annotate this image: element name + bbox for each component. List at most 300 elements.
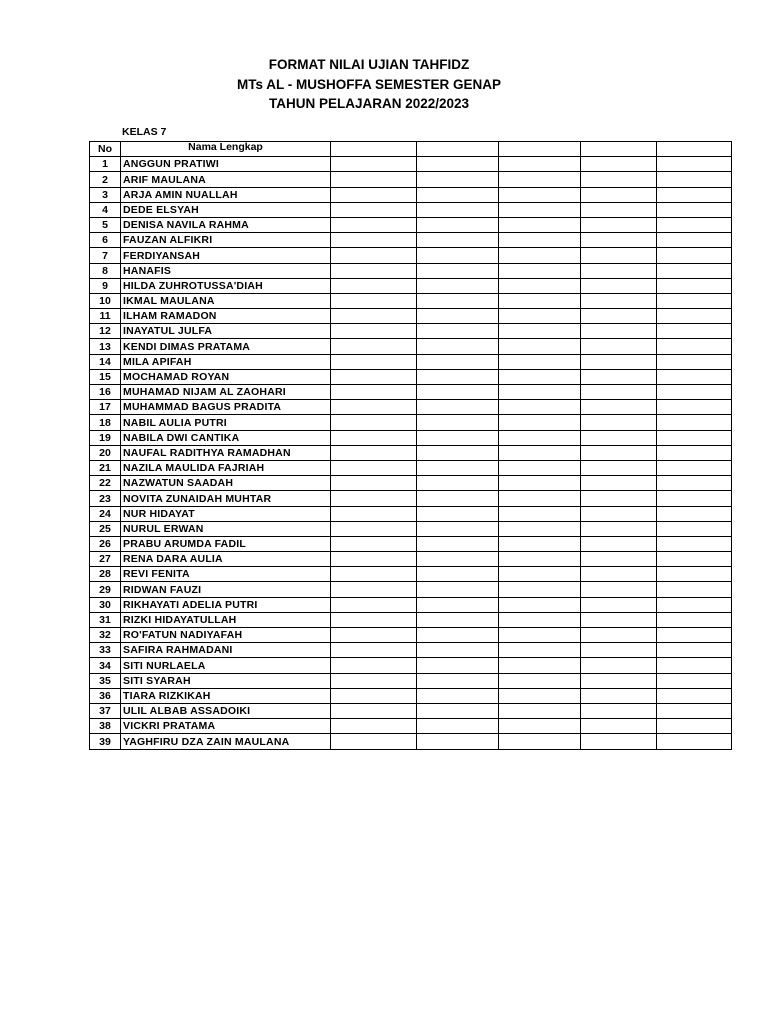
score-cell — [499, 719, 581, 734]
score-cell — [499, 612, 581, 627]
row-number: 31 — [90, 612, 121, 627]
score-cell — [331, 430, 417, 445]
score-cell — [581, 734, 657, 749]
score-cell — [499, 552, 581, 567]
score-cell — [417, 263, 499, 278]
score-cell — [331, 445, 417, 460]
table-row — [90, 202, 732, 217]
score-cell — [499, 217, 581, 232]
score-cell — [417, 643, 499, 658]
score-cell — [581, 202, 657, 217]
score-cell — [581, 385, 657, 400]
score-cell — [657, 309, 732, 324]
score-cell — [657, 643, 732, 658]
score-cell — [581, 157, 657, 172]
score-cell — [657, 491, 732, 506]
score-cell — [581, 491, 657, 506]
score-cell — [417, 552, 499, 567]
score-cell — [417, 415, 499, 430]
student-name: SITI NURLAELA — [121, 658, 331, 673]
score-cell — [499, 309, 581, 324]
score-cell — [499, 688, 581, 703]
score-cell — [657, 354, 732, 369]
student-name: RIDWAN FAUZI — [121, 582, 331, 597]
score-cell — [581, 597, 657, 612]
table-body — [90, 157, 732, 749]
student-name: IKMAL MAULANA — [121, 293, 331, 308]
score-cell — [331, 688, 417, 703]
score-cell — [657, 658, 732, 673]
row-number: 26 — [90, 536, 121, 551]
score-cell — [417, 172, 499, 187]
score-cell — [499, 734, 581, 749]
score-cell — [417, 658, 499, 673]
score-cell — [581, 521, 657, 536]
score-cell — [499, 400, 581, 415]
score-cell — [331, 202, 417, 217]
student-name: NOVITA ZUNAIDAH MUHTAR — [121, 491, 331, 506]
score-cell — [499, 339, 581, 354]
score-cell — [331, 506, 417, 521]
student-name: RIZKI HIDAYATULLAH — [121, 612, 331, 627]
score-cell — [657, 628, 732, 643]
score-cell — [417, 476, 499, 491]
score-cell — [657, 400, 732, 415]
score-cell — [417, 460, 499, 475]
score-cell — [331, 400, 417, 415]
row-number: 11 — [90, 309, 121, 324]
score-cell — [417, 597, 499, 612]
score-cell — [417, 187, 499, 202]
score-cell — [657, 688, 732, 703]
header-empty-cell — [331, 142, 417, 157]
score-cell — [499, 643, 581, 658]
table-row — [90, 400, 732, 415]
score-cell — [499, 536, 581, 551]
score-cell — [417, 628, 499, 643]
score-cell — [581, 339, 657, 354]
row-number: 24 — [90, 506, 121, 521]
score-cell — [657, 385, 732, 400]
table-row — [90, 688, 732, 703]
table-row — [90, 293, 732, 308]
table-row — [90, 582, 732, 597]
row-number: 10 — [90, 293, 121, 308]
score-cell — [499, 506, 581, 521]
table-row — [90, 567, 732, 582]
score-cell — [331, 597, 417, 612]
score-cell — [581, 415, 657, 430]
row-number: 32 — [90, 628, 121, 643]
score-cell — [417, 309, 499, 324]
row-number: 3 — [90, 187, 121, 202]
student-name: FAUZAN ALFIKRI — [121, 233, 331, 248]
score-cell — [499, 673, 581, 688]
score-cell — [581, 476, 657, 491]
score-cell — [657, 445, 732, 460]
row-number: 19 — [90, 430, 121, 445]
score-cell — [331, 643, 417, 658]
table-row — [90, 536, 732, 551]
score-cell — [331, 278, 417, 293]
score-cell — [417, 369, 499, 384]
score-cell — [331, 658, 417, 673]
student-name: VICKRI PRATAMA — [121, 719, 331, 734]
table-row — [90, 278, 732, 293]
score-cell — [417, 293, 499, 308]
row-number: 12 — [90, 324, 121, 339]
score-cell — [657, 476, 732, 491]
row-number: 34 — [90, 658, 121, 673]
row-number: 21 — [90, 460, 121, 475]
score-cell — [657, 567, 732, 582]
grades-table — [89, 141, 732, 750]
score-cell — [499, 476, 581, 491]
score-cell — [417, 157, 499, 172]
header-empty-cell — [417, 142, 499, 157]
score-cell — [581, 673, 657, 688]
row-number: 15 — [90, 369, 121, 384]
student-name: MOCHAMAD ROYAN — [121, 369, 331, 384]
title-line-3: TAHUN PELAJARAN 2022/2023 — [268, 96, 470, 111]
row-number: 25 — [90, 521, 121, 536]
table-row — [90, 309, 732, 324]
header-empty-cell — [657, 142, 732, 157]
score-cell — [581, 172, 657, 187]
row-number: 22 — [90, 476, 121, 491]
score-cell — [499, 703, 581, 718]
row-number: 33 — [90, 643, 121, 658]
row-number: 6 — [90, 233, 121, 248]
class-label: KELAS 7 — [122, 126, 167, 138]
table-row — [90, 172, 732, 187]
row-number: 14 — [90, 354, 121, 369]
score-cell — [417, 521, 499, 536]
table-row — [90, 552, 732, 567]
score-cell — [331, 673, 417, 688]
score-cell — [499, 567, 581, 582]
score-cell — [331, 293, 417, 308]
row-number: 36 — [90, 688, 121, 703]
row-number: 35 — [90, 673, 121, 688]
score-cell — [417, 612, 499, 627]
student-name: ARIF MAULANA — [121, 172, 331, 187]
row-number: 39 — [90, 734, 121, 749]
score-cell — [417, 703, 499, 718]
score-cell — [331, 612, 417, 627]
score-cell — [499, 172, 581, 187]
score-cell — [657, 172, 732, 187]
student-name: MUHAMMAD BAGUS PRADITA — [121, 400, 331, 415]
student-name: MUHAMAD NIJAM AL ZAOHARI — [121, 385, 331, 400]
row-number: 28 — [90, 567, 121, 582]
score-cell — [657, 248, 732, 263]
score-cell — [331, 309, 417, 324]
score-cell — [581, 506, 657, 521]
score-cell — [581, 628, 657, 643]
table-row — [90, 369, 732, 384]
row-number: 13 — [90, 339, 121, 354]
score-cell — [417, 400, 499, 415]
score-cell — [499, 445, 581, 460]
header-empty-cell — [581, 142, 657, 157]
score-cell — [417, 324, 499, 339]
score-cell — [417, 536, 499, 551]
student-name: FERDIYANSAH — [121, 248, 331, 263]
score-cell — [657, 263, 732, 278]
score-cell — [657, 719, 732, 734]
score-cell — [581, 582, 657, 597]
row-number: 7 — [90, 248, 121, 263]
table-row — [90, 248, 732, 263]
table-row — [90, 597, 732, 612]
score-cell — [499, 293, 581, 308]
score-cell — [657, 324, 732, 339]
score-cell — [417, 233, 499, 248]
score-cell — [331, 157, 417, 172]
table-row — [90, 233, 732, 248]
row-number: 16 — [90, 385, 121, 400]
student-name: RENA DARA AULIA — [121, 552, 331, 567]
row-number: 38 — [90, 719, 121, 734]
score-cell — [331, 491, 417, 506]
score-cell — [499, 430, 581, 445]
score-cell — [331, 567, 417, 582]
score-cell — [657, 157, 732, 172]
student-name: NAUFAL RADITHYA RAMADHAN — [121, 445, 331, 460]
student-name: YAGHFIRU DZA ZAIN MAULANA — [121, 734, 331, 749]
score-cell — [331, 703, 417, 718]
row-number: 1 — [90, 157, 121, 172]
table-row — [90, 612, 732, 627]
student-name: HANAFIS — [121, 263, 331, 278]
score-cell — [657, 217, 732, 232]
row-number: 20 — [90, 445, 121, 460]
student-name: NURUL ERWAN — [121, 521, 331, 536]
score-cell — [581, 567, 657, 582]
table-row — [90, 506, 732, 521]
score-cell — [499, 521, 581, 536]
table-row — [90, 521, 732, 536]
score-cell — [581, 233, 657, 248]
score-cell — [657, 612, 732, 627]
score-cell — [331, 369, 417, 384]
score-cell — [581, 688, 657, 703]
score-cell — [581, 293, 657, 308]
score-cell — [581, 369, 657, 384]
table-row — [90, 658, 732, 673]
score-cell — [331, 460, 417, 475]
row-number: 8 — [90, 263, 121, 278]
table-row — [90, 430, 732, 445]
score-cell — [657, 521, 732, 536]
score-cell — [417, 248, 499, 263]
row-number: 9 — [90, 278, 121, 293]
student-name: NABILA DWI CANTIKA — [121, 430, 331, 445]
table-row — [90, 703, 732, 718]
score-cell — [657, 339, 732, 354]
score-cell — [581, 400, 657, 415]
score-cell — [331, 217, 417, 232]
score-cell — [331, 628, 417, 643]
score-cell — [657, 734, 732, 749]
header-no: No — [90, 142, 121, 157]
score-cell — [499, 582, 581, 597]
score-cell — [581, 324, 657, 339]
score-cell — [499, 597, 581, 612]
score-cell — [499, 248, 581, 263]
table-row — [90, 385, 732, 400]
header-name: Nama Lengkap — [121, 142, 331, 157]
score-cell — [499, 187, 581, 202]
score-cell — [417, 491, 499, 506]
student-name: SAFIRA RAHMADANI — [121, 643, 331, 658]
score-cell — [331, 263, 417, 278]
table-row — [90, 460, 732, 475]
score-cell — [417, 445, 499, 460]
table-row — [90, 643, 732, 658]
score-cell — [417, 582, 499, 597]
score-cell — [581, 536, 657, 551]
score-cell — [331, 719, 417, 734]
student-name: ANGGUN PRATIWI — [121, 157, 331, 172]
score-cell — [657, 430, 732, 445]
score-cell — [417, 673, 499, 688]
table-row — [90, 719, 732, 734]
score-cell — [499, 354, 581, 369]
student-name: PRABU ARUMDA FADIL — [121, 536, 331, 551]
score-cell — [657, 597, 732, 612]
score-cell — [417, 734, 499, 749]
title-line-2: MTs AL - MUSHOFFA SEMESTER GENAP — [236, 76, 501, 92]
score-cell — [581, 719, 657, 734]
score-cell — [581, 643, 657, 658]
score-cell — [657, 202, 732, 217]
student-name: ARJA AMIN NUALLAH — [121, 187, 331, 202]
table-row — [90, 324, 732, 339]
score-cell — [331, 233, 417, 248]
table-row — [90, 415, 732, 430]
row-number: 37 — [90, 703, 121, 718]
score-cell — [499, 658, 581, 673]
student-name: TIARA RIZKIKAH — [121, 688, 331, 703]
score-cell — [417, 506, 499, 521]
score-cell — [331, 187, 417, 202]
score-cell — [417, 430, 499, 445]
score-cell — [417, 278, 499, 293]
score-cell — [499, 385, 581, 400]
score-cell — [657, 506, 732, 521]
student-name: REVI FENITA — [121, 567, 331, 582]
score-cell — [581, 430, 657, 445]
row-number: 18 — [90, 415, 121, 430]
student-name: SITI SYARAH — [121, 673, 331, 688]
score-cell — [499, 491, 581, 506]
student-name: DEDE ELSYAH — [121, 202, 331, 217]
row-number: 23 — [90, 491, 121, 506]
score-cell — [331, 248, 417, 263]
table-row — [90, 354, 732, 369]
student-name: NUR HIDAYAT — [121, 506, 331, 521]
score-cell — [581, 263, 657, 278]
score-cell — [417, 385, 499, 400]
score-cell — [331, 476, 417, 491]
student-name: DENISA NAVILA RAHMA — [121, 217, 331, 232]
score-cell — [417, 719, 499, 734]
table-row — [90, 217, 732, 232]
score-cell — [499, 415, 581, 430]
table-row — [90, 263, 732, 278]
score-cell — [331, 415, 417, 430]
score-cell — [499, 202, 581, 217]
student-name: RO'FATUN NADIYAFAH — [121, 628, 331, 643]
score-cell — [657, 460, 732, 475]
row-number: 2 — [90, 172, 121, 187]
score-cell — [657, 293, 732, 308]
score-cell — [657, 703, 732, 718]
score-cell — [499, 157, 581, 172]
row-number: 17 — [90, 400, 121, 415]
table-row — [90, 491, 732, 506]
score-cell — [331, 552, 417, 567]
table-header-row — [90, 142, 732, 157]
score-cell — [331, 172, 417, 187]
score-cell — [331, 385, 417, 400]
score-cell — [499, 233, 581, 248]
score-cell — [499, 263, 581, 278]
score-cell — [331, 536, 417, 551]
row-number: 27 — [90, 552, 121, 567]
score-cell — [331, 354, 417, 369]
score-cell — [331, 521, 417, 536]
score-cell — [581, 552, 657, 567]
score-cell — [417, 339, 499, 354]
student-name: MILA APIFAH — [121, 354, 331, 369]
score-cell — [657, 369, 732, 384]
score-cell — [417, 567, 499, 582]
score-cell — [657, 233, 732, 248]
student-name: HILDA ZUHROTUSSA'DIAH — [121, 278, 331, 293]
score-cell — [581, 658, 657, 673]
score-cell — [581, 445, 657, 460]
row-number: 5 — [90, 217, 121, 232]
score-cell — [581, 248, 657, 263]
table-row — [90, 628, 732, 643]
student-name: ILHAM RAMADON — [121, 309, 331, 324]
student-name: KENDI DIMAS PRATAMA — [121, 339, 331, 354]
table-row — [90, 673, 732, 688]
score-cell — [581, 460, 657, 475]
document-title — [0, 55, 738, 114]
table-row — [90, 476, 732, 491]
student-name: NAZILA MAULIDA FAJRIAH — [121, 460, 331, 475]
score-cell — [417, 202, 499, 217]
score-cell — [581, 309, 657, 324]
score-cell — [331, 324, 417, 339]
score-cell — [657, 278, 732, 293]
score-cell — [331, 339, 417, 354]
student-name: RIKHAYATI ADELIA PUTRI — [121, 597, 331, 612]
row-number: 30 — [90, 597, 121, 612]
student-name: ULIL ALBAB ASSADOIKI — [121, 703, 331, 718]
score-cell — [331, 582, 417, 597]
score-cell — [331, 734, 417, 749]
student-name: NAZWATUN SAADAH — [121, 476, 331, 491]
table-row — [90, 734, 732, 749]
score-cell — [499, 460, 581, 475]
score-cell — [657, 582, 732, 597]
score-cell — [581, 187, 657, 202]
